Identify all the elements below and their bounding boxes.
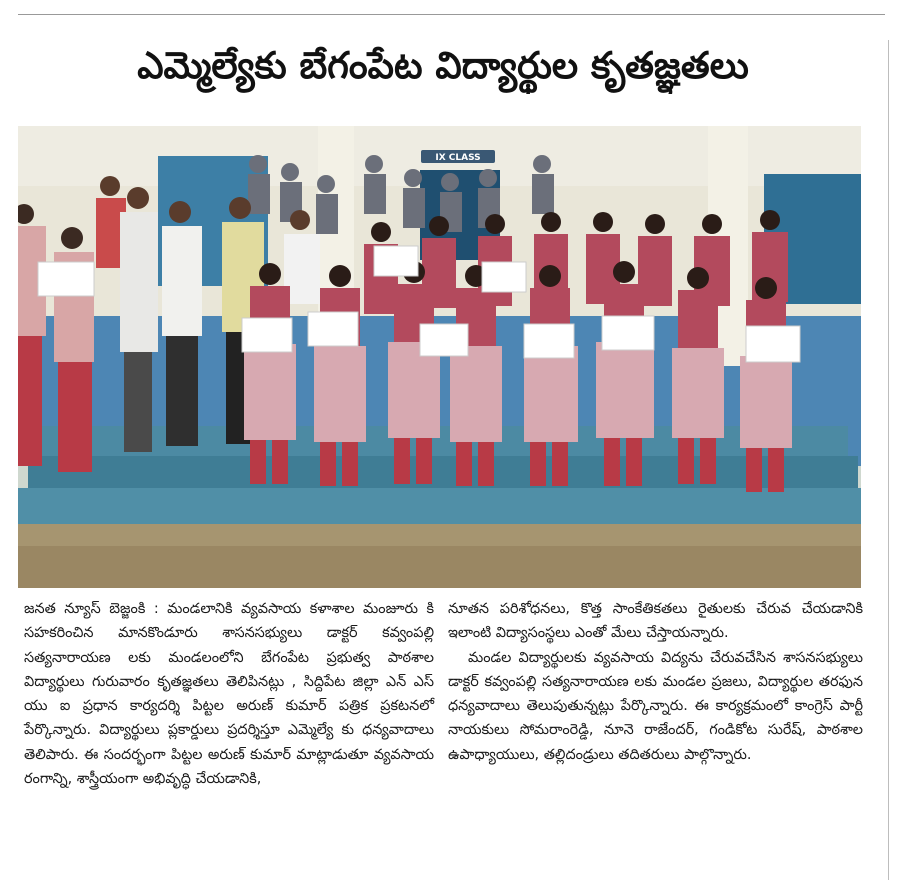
article-body-right bbox=[448, 597, 863, 767]
article-body-left bbox=[24, 597, 434, 791]
article-paragraph: నూతన పరిశోధనలు, కొత్త సాంకేతికతలు రైతులకు చేరువ చేయడానికి ఇలాంటి విద్యాసంస్థలు ఎంతో మేలు చేస్తాయన్నారు. bbox=[448, 601, 863, 642]
article-paragraph: జనత న్యూస్ బెజ్జంకి : మండలానికి వ్యవసాయ కళాశాల మంజూరు కి సహకరించిన మానకొండూరు శాసనసభ్యులు డాక్టర్ కవ్వంపల్లి సత్యనారాయణ లకు మండలంలోని బేగంపేట ప్రభుత్వ పాఠశాల విద్యార్థులు గురువారం కృతజ్ఞతలు తెలిపినట్లు , సిద్దిపేట జిల్లా ఎన్ ఎస్ యు ఐ ప్రధాన కార్యదర్శి పిట్టల అరుణ్ కుమార్ పత్రిక ప్రకటనలో పేర్కొన్నారు. విద్యార్థులు ప్లకార్డులు ప్రదర్శిస్తూ ఎమ్మెల్యే కు ధన్యవాదాలు తెలిపారు. ఈ సందర్భంగా పిట్టల అరుణ్ కుమార్ మాట్లాడుతూ వ్యవసాయ రంగాన్ని, శాస్త్రీయంగా అభివృద్ధి చేయడానికి, bbox=[24, 601, 434, 788]
class-sign: IX CLASS bbox=[435, 153, 481, 163]
top-rule bbox=[18, 14, 885, 15]
headline: ఎమ్మెల్యేకు బేగంపేట విద్యార్థుల కృతజ్ఞతలు bbox=[137, 44, 749, 87]
column-divider bbox=[888, 40, 889, 880]
article-paragraph: మండల విద్యార్థులకు వ్యవసాయ విద్యను చేరువచేసిన శాసనసభ్యులు డాక్టర్ కవ్వంపల్లి సత్యనారాయణ లకు మండల ప్రజలు, విద్యార్థుల తరఫున ధన్యవాదాలు తెలుపుతున్నట్లు పేర్కొన్నారు. ఈ కార్యక్రమంలో కాంగ్రెస్ పార్టీ నాయకులు సోమరాంరెడ్డి, నూనె రాజేందర్, గండికోట సురేష్, పాఠశాల ఉపాధ్యాయులు, తల్లిదండ్రులు తదితరులు పాల్గొన్నారు. bbox=[448, 649, 863, 763]
group-photo bbox=[18, 126, 861, 588]
